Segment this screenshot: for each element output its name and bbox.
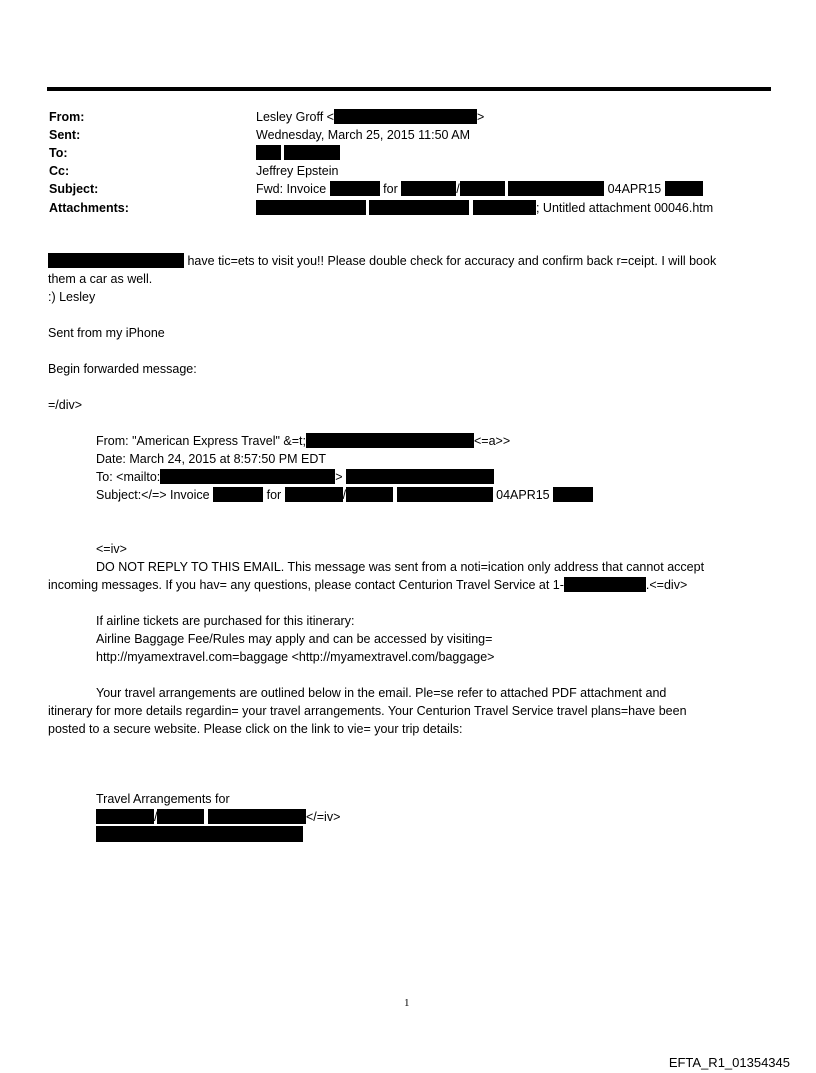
redaction-box [665, 181, 703, 196]
travel-names-line [96, 808, 340, 826]
arrangements-line-2: itinerary for more details regardin= your travel arrangements. Your Centurion Travel Service travel plans=have been [48, 704, 687, 718]
redaction-box [397, 487, 493, 502]
redaction-box [401, 181, 456, 196]
begin-forwarded-line: Begin forwarded message: [48, 362, 197, 376]
body-line-1 [48, 252, 716, 270]
fwd-subject-line [96, 486, 593, 504]
redaction-box [306, 433, 474, 448]
redaction-box [334, 109, 477, 124]
header-rule [47, 87, 771, 91]
cc-label: Cc: [49, 164, 70, 178]
bates-number: EFTA_R1_01354345 [668, 1055, 790, 1070]
from-label: From: [49, 110, 85, 124]
travel-close: </=iv> [305, 810, 341, 824]
fwd-from-line [96, 432, 510, 450]
redaction-box [460, 181, 505, 196]
baggage-line-3: http://myamextravel.com=baggage <http://myamextravel.com/baggage> [96, 650, 495, 664]
notice-line-2-start: incoming messages. If you hav= any questions, please contact Centurion Travel Service at 1- [48, 578, 564, 592]
fwd-subject-for: for [266, 488, 282, 502]
sent-from-line: Sent from my iPhone [48, 326, 165, 340]
fwd-to-text: To: <mailto: [96, 470, 161, 484]
sent-label: Sent: [49, 128, 81, 142]
notice-line-2-end: .<=div> [645, 578, 688, 592]
redaction-box [157, 809, 204, 824]
fwd-to-line [96, 468, 494, 486]
attachments-suffix: ; Untitled attachment 00046.htm [535, 201, 714, 215]
div-close-line: =/div> [48, 398, 83, 412]
subject-date: 04APR15 [607, 182, 662, 196]
redaction-box [508, 181, 604, 196]
redaction-box [256, 200, 366, 215]
attachments-label: Attachments: [49, 201, 129, 215]
fwd-from-end: <=a>> [473, 434, 511, 448]
subject-for: for [383, 182, 398, 196]
to-value [256, 144, 340, 162]
redaction-box [284, 145, 340, 160]
cc-value: Jeffrey Epstein [256, 164, 339, 178]
subject-label: Subject: [49, 182, 99, 196]
redaction-box [553, 487, 593, 502]
notice-line-1: DO NOT REPLY TO THIS EMAIL. This message was sent from a noti=ication only address that cannot accept [96, 560, 705, 574]
subject-slash: / [456, 182, 460, 196]
redaction-box [330, 181, 380, 196]
body-line-3: :) Lesley [48, 290, 96, 304]
redaction-box [346, 469, 494, 484]
redaction-box [48, 253, 184, 268]
baggage-line-2: Airline Baggage Fee/Rules may apply and can be accessed by visiting= [96, 632, 493, 646]
fwd-subject-date: 04APR15 [496, 488, 550, 502]
notice-line-2 [48, 576, 687, 594]
redaction-box [369, 200, 469, 215]
redaction-box [160, 469, 335, 484]
fwd-subject-text: Subject:</=> Invoice [96, 488, 210, 502]
redaction-box [346, 487, 393, 502]
fwd-from-text: From: "American Express Travel" &=t; [96, 434, 306, 448]
fwd-to-close: > [335, 470, 343, 484]
page-number: 1 [404, 997, 410, 1009]
sent-value: Wednesday, March 25, 2015 11:50 AM [256, 128, 471, 142]
subject-prefix: Fwd: Invoice [256, 182, 327, 196]
arrangements-line-1: Your travel arrangements are outlined below in the email. Ple=se refer to attached PDF attachment and [96, 686, 667, 700]
travel-title: Travel Arrangements for [96, 792, 230, 806]
notice-iv: <=iv> [96, 542, 127, 556]
travel-slash: / [154, 810, 158, 824]
redaction-box [208, 809, 306, 824]
redaction-box [213, 487, 263, 502]
body-line-2: them a car as well. [48, 272, 153, 286]
redaction-box [256, 145, 281, 160]
fwd-subject-slash: / [342, 488, 347, 502]
redaction-box [96, 809, 154, 824]
body-line-1-text: have tic=ets to visit you!! Please double check for accuracy and confirm back r=ceipt. I will book [187, 254, 717, 268]
from-name: Lesley Groff < [256, 110, 334, 124]
arrangements-line-3: posted to a secure website. Please click on the link to vie= your trip details: [48, 722, 463, 736]
from-close: > [476, 110, 485, 124]
from-value [256, 108, 484, 126]
baggage-line-1: If airline tickets are purchased for this itinerary: [96, 614, 355, 628]
to-label: To: [49, 146, 68, 160]
subject-value [256, 180, 703, 198]
attachments-value [256, 199, 713, 217]
fwd-date-line: Date: March 24, 2015 at 8:57:50 PM EDT [96, 452, 326, 466]
redaction-box [473, 200, 536, 215]
redaction-box [96, 826, 303, 842]
redaction-box [285, 487, 343, 502]
redaction-box [564, 577, 646, 592]
